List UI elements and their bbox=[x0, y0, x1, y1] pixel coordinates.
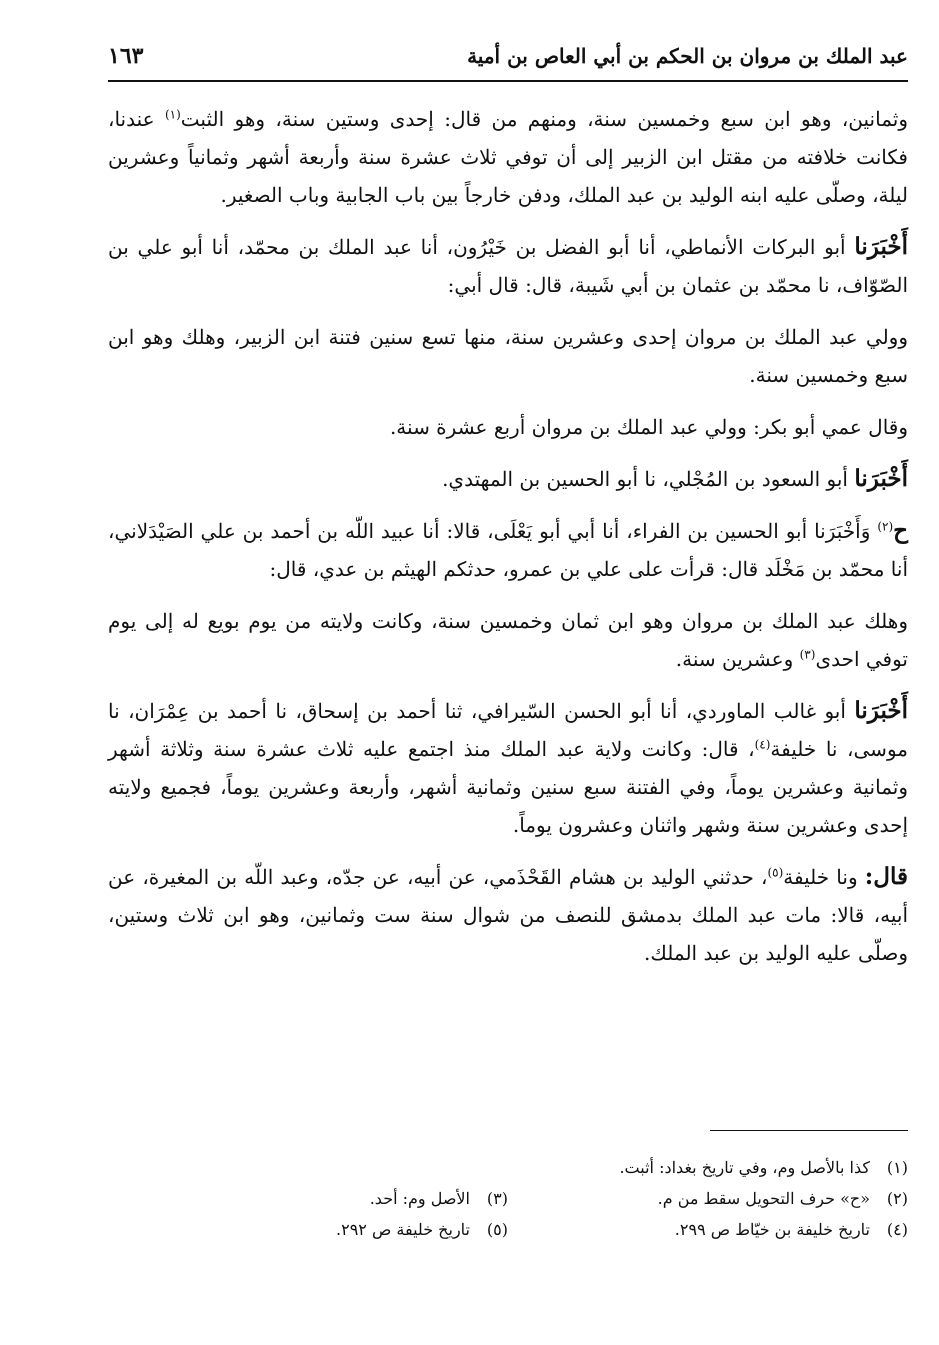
paragraph-text: وَأَخْبَرَنا أبو الحسين بن الفراء، أنا أبي أبو يَعْلَى، قالا: أنا عبيد اللّه بن أحمد بن علي الصَيْدَلاني، أنا محمّد بن مَخْلَد قال: قرأت على علي بن عمرو، حدثكم الهيثم بن عدي، قال: bbox=[108, 519, 908, 581]
paragraph bbox=[108, 602, 908, 678]
paragraph-lead: ح bbox=[893, 517, 909, 544]
footnote-row bbox=[108, 1183, 908, 1214]
paragraph bbox=[108, 318, 908, 394]
paragraph-text: أبو البركات الأنماطي، أنا أبو الفضل بن خَيْرُون، أنا عبد الملك بن محمّد، أنا أبو علي بن الصّوّاف، نا محمّد بن عثمان بن أبي شَيبة، قال: قال أبي: bbox=[108, 235, 908, 297]
footnote bbox=[108, 1183, 508, 1214]
paragraph bbox=[108, 228, 908, 304]
footnote-ref: (٣) bbox=[799, 647, 816, 662]
footnote-ref: (٢) bbox=[877, 519, 894, 534]
header-rule bbox=[108, 80, 908, 82]
footnote-ref: (٥) bbox=[767, 865, 784, 880]
paragraph-text: أبو غالب الماوردي، أنا أبو الحسن السّيرافي، ثنا أحمد بن إسحاق، نا أحمد بن عِمْرَان، نا موسى، نا خليفة bbox=[108, 699, 908, 761]
paragraph bbox=[108, 460, 908, 498]
paragraph bbox=[108, 692, 908, 844]
paragraph-lead: قال: bbox=[864, 863, 908, 890]
paragraph-text: وهلك عبد الملك بن مروان وهو ابن ثمان وخمسين سنة، وكانت ولايته من يوم بويع له إلى يوم توفي احدى bbox=[108, 609, 908, 671]
paragraph bbox=[108, 512, 908, 588]
paragraph bbox=[108, 408, 908, 446]
header-title: عبد الملك بن مروان بن الحكم بن أبي العاص بن أمية bbox=[467, 44, 908, 68]
paragraph-text: أبو السعود بن المُجْلي، نا أبو الحسين بن المهتدي. bbox=[442, 467, 855, 491]
paragraph-text: وثمانين، وهو ابن سبع وخمسين سنة، ومنهم من قال: إحدى وستين سنة، وهو الثبت bbox=[180, 107, 909, 131]
footnote-text: تاريخ خليفة بن خيّاط ص ٢٩٩. bbox=[674, 1220, 870, 1239]
main-text bbox=[108, 100, 908, 986]
paragraph-lead: أَخْبَرَنا bbox=[854, 233, 908, 260]
footnote-text: تاريخ خليفة ص ٢٩٢. bbox=[336, 1220, 470, 1239]
paragraph-lead: أَخْبَرَنا bbox=[854, 465, 908, 492]
footnote bbox=[508, 1183, 908, 1214]
footnote-number: (٢) bbox=[886, 1189, 908, 1208]
paragraph-text: وقال عمي أبو بكر: وولي عبد الملك بن مروان أربع عشرة سنة. bbox=[389, 415, 908, 439]
footnote-text: الأصل وم: أحد. bbox=[369, 1189, 470, 1208]
running-header bbox=[108, 36, 908, 76]
footnote-text: «ح» حرف التحويل سقط من م. bbox=[657, 1189, 870, 1208]
paragraph-text: ونا خليفة bbox=[783, 865, 865, 889]
paragraph bbox=[108, 858, 908, 972]
footnote-number: (٤) bbox=[886, 1220, 908, 1239]
footnote bbox=[108, 1152, 908, 1183]
paragraph-text: ، قال: وكانت ولاية عبد الملك منذ اجتمع عليه ثلاث عشرة سنة وثلاثة أشهر وثمانية وعشرين يوماً، وفي الفتنة سبع سنين وثمانية أشهر، وأربعة وعشرين يوماً، فجميع ولايته إحدى وعشرين سنة وشهر واثنان وعشرون يوماً. bbox=[108, 737, 908, 837]
page-number: ١٦٣ bbox=[108, 43, 144, 69]
footnote bbox=[108, 1214, 508, 1245]
footnote-text: كذا بالأصل وم، وفي تاريخ بغداد: أثبت. bbox=[619, 1158, 870, 1177]
paragraph-text: عندنا، فكانت خلافته من مقتل ابن الزبير إلى أن توفي ثلاث عشرة سنة وأربعة أشهر وثمانياً وعشرين ليلة، وصلّى عليه ابنه الوليد بن عبد الملك، ودفن خارجاً بين باب الجابية وباب الصغير. bbox=[108, 107, 908, 207]
paragraph-lead: أَخْبَرَنا bbox=[854, 697, 908, 724]
footnote-ref: (١) bbox=[164, 107, 181, 122]
footnote-rule bbox=[710, 1130, 908, 1131]
paragraph-text: وولي عبد الملك بن مروان إحدى وعشرين سنة، منها تسع سنين فتنة ابن الزبير، وهلك وهو ابن سبع وخمسين سنة. bbox=[108, 325, 908, 387]
footnotes bbox=[108, 1152, 908, 1245]
footnote-number: (٣) bbox=[486, 1189, 508, 1208]
footnote-number: (٥) bbox=[486, 1220, 508, 1239]
footnote bbox=[508, 1214, 908, 1245]
footnote-number: (١) bbox=[886, 1158, 908, 1177]
paragraph bbox=[108, 100, 908, 214]
footnote-row bbox=[108, 1214, 908, 1245]
paragraph-text: وعشرين سنة. bbox=[675, 647, 800, 671]
footnote-ref: (٤) bbox=[754, 737, 771, 752]
paragraph-text: ، حدثني الوليد بن هشام القَحْذَمي، عن أبيه، عن جدّه، وعبد اللّه بن المغيرة، عن أبيه، قالا: مات عبد الملك بدمشق للنصف من شوال سنة ست وثمانين، وهو ابن ثلاث وستين، وصلّى عليه الوليد بن عبد الملك. bbox=[108, 865, 908, 965]
